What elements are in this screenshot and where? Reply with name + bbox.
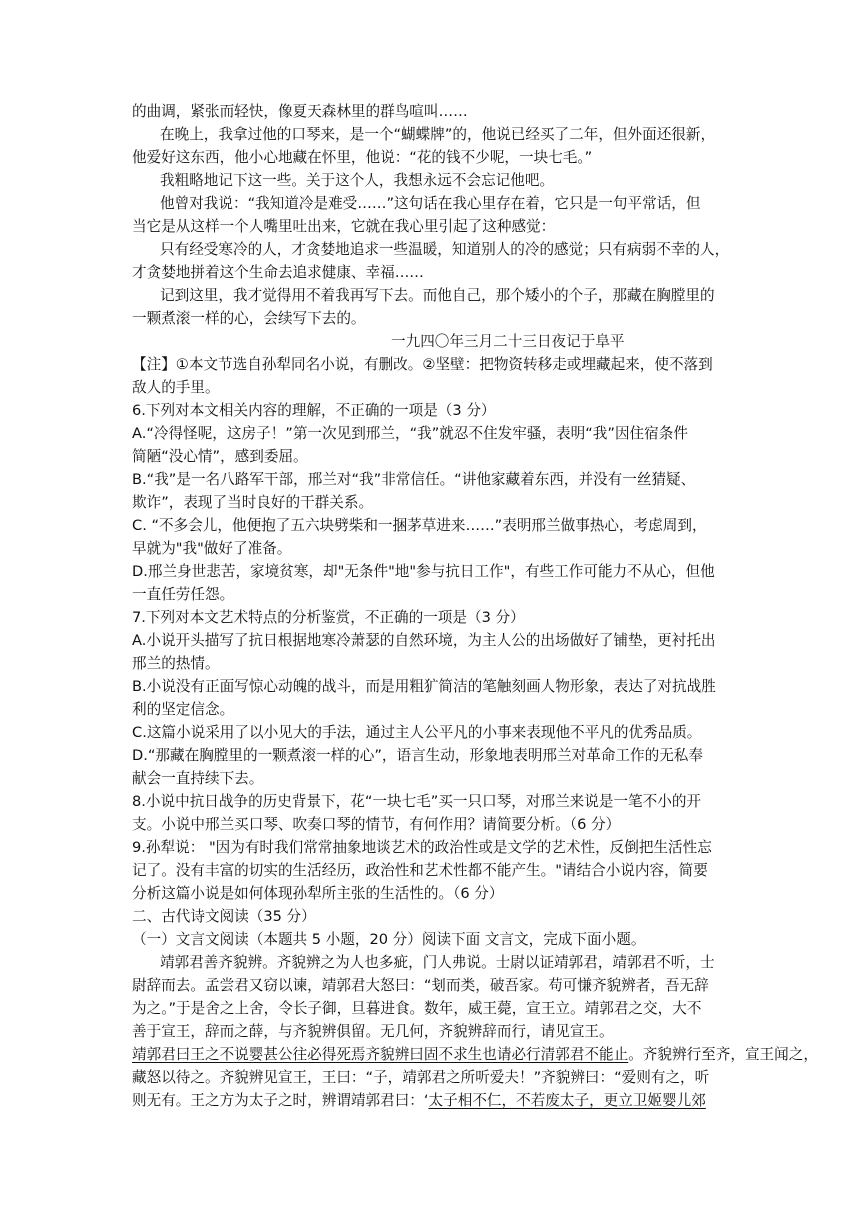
option-line: 欺诈”，表现了当时良好的干群关系。 (132, 494, 374, 511)
option-line: B.小说没有正面写惊心动魄的战斗，而是用粗犷简洁的笔触刻画人物形象，表达了对抗战胜 (132, 678, 716, 695)
question-8: 支。小说中邢兰买口琴、吹奏口琴的情节，有何作用？请简要分析。（6 分） (132, 816, 621, 833)
underlined-sentence: 靖郭君曰王之不说婴甚公往必得死焉齐貌辨曰固不求生也请必行清郭君不能止 (132, 1046, 629, 1063)
classical-text-line: 尉辞而去。孟尝君又窃以谏，靖郭君大怒曰：“刬而类，破吾家。苟可慊齐貌辨者，吾无辞 (132, 977, 709, 994)
note-line: 【注】①本文节选自孙犁同名小说，有删改。②坚壁：把物资转移走或埋藏起来，使不落到 (132, 356, 713, 373)
classical-text-line: 靖郭君善齐貌辨。齐貌辨之为人也多疵，门人弗说。士尉以证靖郭君，靖郭君不听，士 (160, 954, 715, 971)
text-line: 当它是从这样一个人嘴里吐出来，它就在我心里引起了这种感觉： (132, 218, 556, 235)
question-8: 8.小说中抗日战争的历史背景下，花“一块七毛”买一只口琴，对邢兰来说是一笔不小的开 (132, 793, 702, 810)
option-line: B.“我”是一名八路军干部，邢兰对“我”非常信任。“讲他家藏着东西，并没有一丝猜疑、 (132, 471, 696, 488)
text-line: 只有经受寒冷的人，才贪婪地追求一些温暖，知道别人的冷的感觉；只有病弱不幸的人， (160, 241, 730, 258)
text-line: 记到这里，我才觉得用不着我再写下去。而他自己，那个矮小的个子，那藏在胸膛里的 (160, 287, 715, 304)
question-9: 记了。没有丰富的切实的生活经历，政治性和艺术性都不能产生。"请结合小说内容，简要 (132, 862, 708, 879)
option-line: 利的坚定信念。 (132, 701, 235, 718)
text-line: 他爱好这东西，他小心地藏在怀里，他说：“花的钱不少呢，一块七毛。” (132, 149, 593, 166)
classical-text-line: 藏怒以待之。齐貌辨见宣王，王曰：“子，靖郭君之所听爱夫！”齐貌辨曰：“爱则有之，听 (132, 1069, 710, 1086)
question-6: 6.下列对本文相关内容的理解，不正确的一项是（3 分） (132, 402, 496, 419)
text-line: 在晚上，我拿过他的口琴来，是一个“蝴蝶牌”的，他说已经买了二年，但外面还很新， (160, 126, 716, 143)
underlined-sentence: 太子相不仁，不若废太子，更立卫姬婴儿郊 (428, 1092, 706, 1109)
option-line: 简陋“没心情”，感到委屈。 (132, 448, 308, 465)
option-line: 一直任劳任怨。 (132, 586, 235, 603)
option-line: C. “不多会儿，他便抱了五六块劈柴和一捆茅草进来……”表明邢兰做事热心，考虑周到， (132, 517, 707, 534)
classical-text-line: 则无有。王之方为太子之时，辨谓靖郭君曰：‘太子相不仁，不若废太子，更立卫姬婴儿郊 (132, 1092, 706, 1109)
text-line: 的曲调，紧张而轻快，像夏天森林里的群鸟喧叫…… (132, 103, 468, 120)
classical-text-line: 善于宣王，辞而之薛，与齐貌辨俱留。无几何，齐貌辨辞而行，请见宣王。 (132, 1023, 614, 1040)
question-7: 7.下列对本文艺术特点的分析鉴赏，不正确的一项是（3 分） (132, 609, 525, 626)
classical-text-line: 靖郭君曰王之不说婴甚公往必得死焉齐貌辨曰固不求生也请必行清郭君不能止。齐貌辨行至齐，宣王闻之， (132, 1046, 818, 1063)
option-line: D.“那藏在胸膛里的一颗煮滚一样的心”，语言生动，形象地表明邢兰对革命工作的无私奉 (132, 747, 703, 764)
text-line: 才贪婪地拼着这个生命去追求健康、幸福…… (132, 264, 424, 281)
option-line: D.邢兰身世悲苦，家境贫寒，却"无条件"地"参与抗日工作"，有些工作可能力不从心，但他 (132, 563, 715, 580)
classical-text-line: 为之。”于是舍之上舍，令长子御，旦暮进食。数年，威王薨，宣王立。靖郭君之交，大不 (132, 1000, 702, 1017)
section-heading: 二、古代诗文阅读（35 分） (132, 908, 316, 925)
note-line: 敌人的手里。 (132, 379, 220, 396)
text-line: 我粗略地记下这一些。关于这个人，我想永远不会忘记他吧。 (160, 172, 555, 189)
option-line: A.小说开头描写了抗日根据地寒冷萧瑟的自然环境，为主人公的出场做好了铺垫，更衬托出 (132, 632, 716, 649)
text-line: 一颗煮滚一样的心，会续写下去的。 (132, 310, 366, 327)
date-line: 一九四〇年三月二十三日夜记于阜平 (391, 333, 625, 350)
question-9: 分析这篇小说是如何体现孙犁所主张的生活性的。（6 分） (132, 885, 504, 902)
option-line: A.“冷得怪呢，这房子！”第一次见到邢兰，“我”就忍不住发牢骚，表明“我”因住宿条件 (132, 425, 688, 442)
question-9: 9.孙犁说： "因为有时我们常常抽象地谈艺术的政治性或是文学的艺术性，反倒把生活性忘 (132, 839, 712, 856)
option-line: 邢兰的热情。 (132, 655, 220, 672)
option-line: 早就为"我"做好了准备。 (132, 540, 292, 557)
text-line: 他曾对我说：“我知道冷是难受……”这句话在我心里存在着，它只是一句平常话，但 (160, 195, 701, 212)
option-line: 献会一直持续下去。 (132, 770, 264, 787)
option-line: C.这篇小说采用了以小见大的手法，通过主人公平凡的小事来表现他不平凡的优秀品质。 (132, 724, 702, 741)
subsection-heading: （一）文言文阅读（本题共 5 小题，20 分）阅读下面 文言文，完成下面小题。 (132, 931, 646, 948)
